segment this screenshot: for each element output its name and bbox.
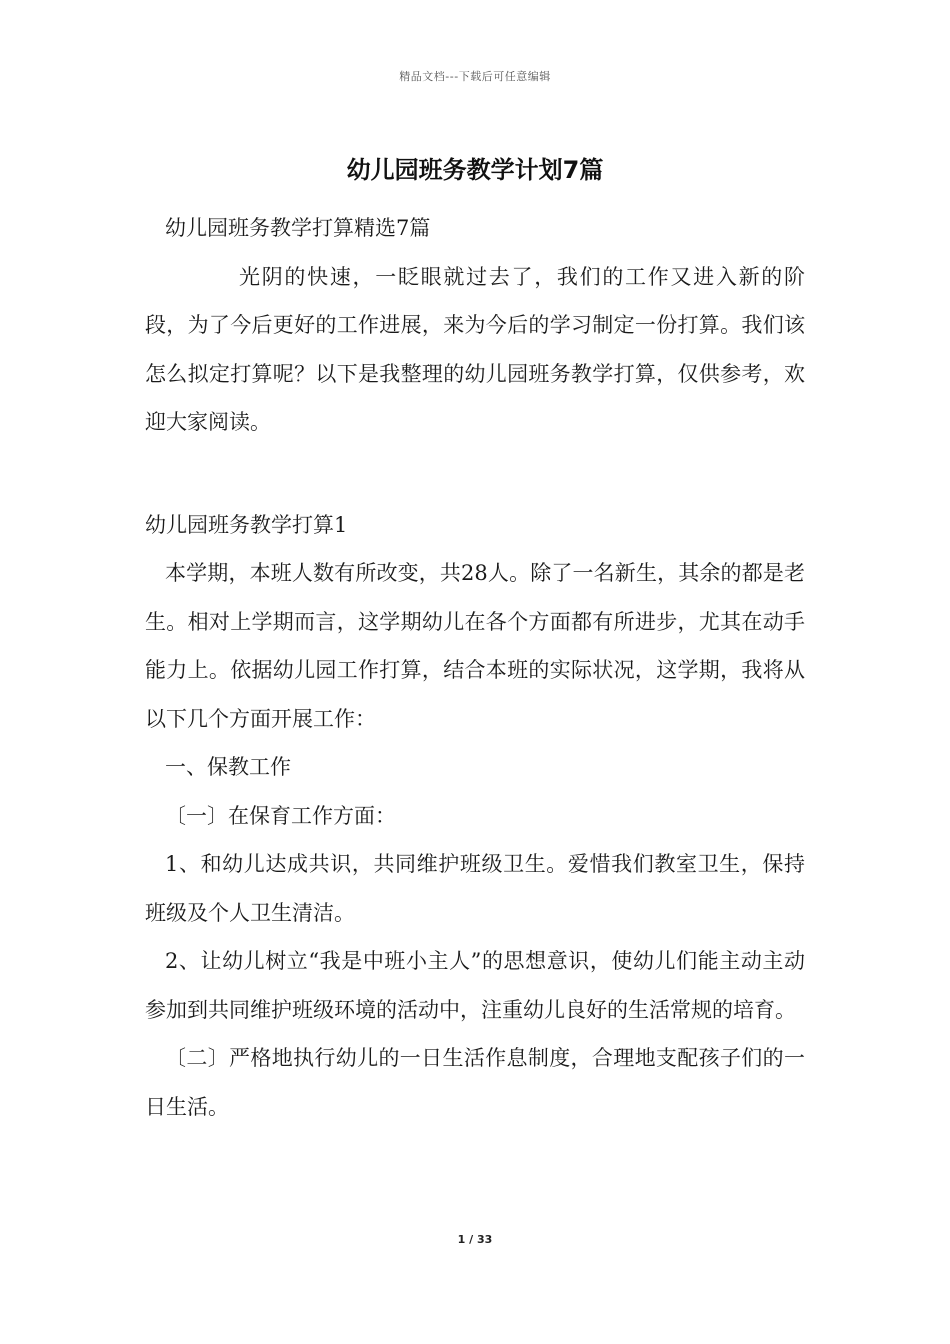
- intro-paragraph: 光阴的快速，一眨眼就过去了，我们的工作又进入新的阶段，为了今后更好的工作进展，来为今后的学习制定一份打算。我们该怎么拟定打算呢？以下是我整理的幼儿园班务教学打算，仅供参考，欢迎大家阅读。: [145, 264, 805, 434]
- body-paragraph: 〔一〕在保育工作方面：: [165, 803, 396, 828]
- body-paragraph: 一、保教工作: [165, 755, 291, 779]
- page-header: 精品文档---下载后可任意编辑: [399, 70, 551, 83]
- body-paragraph: 〔二〕严格地执行幼儿的一日生活作息制度，合理地支配孩子们的一日生活。: [145, 1046, 805, 1119]
- document-body: [145, 204, 805, 1131]
- document-subtitle: 幼儿园班务教学打算精选7篇: [165, 216, 431, 240]
- body-paragraph: 本学期，本班人数有所改变，共28人。除了一名新生，其余的都是老生。相对上学期而言，这学期幼儿在各个方面都有所进步，尤其在动手能力上。依据幼儿园工作打算，结合本班的实际状况，这学期，我将从以下几个方面开展工作：: [145, 561, 805, 731]
- page-number: 1 / 33: [457, 1233, 493, 1246]
- section-heading: 幼儿园班务教学打算1: [145, 512, 348, 537]
- body-paragraph: 2、让幼儿树立“我是中班小主人”的思想意识，使幼儿们能主动主动参加到共同维护班级环境的活动中，注重幼儿良好的生活常规的培育。: [145, 949, 805, 1022]
- document-title: 幼儿园班务教学计划7篇: [346, 156, 604, 184]
- section-spacer: [145, 447, 805, 501]
- body-paragraph: 1、和幼儿达成共识，共同维护班级卫生。爱惜我们教室卫生，保持班级及个人卫生清洁。: [145, 852, 805, 925]
